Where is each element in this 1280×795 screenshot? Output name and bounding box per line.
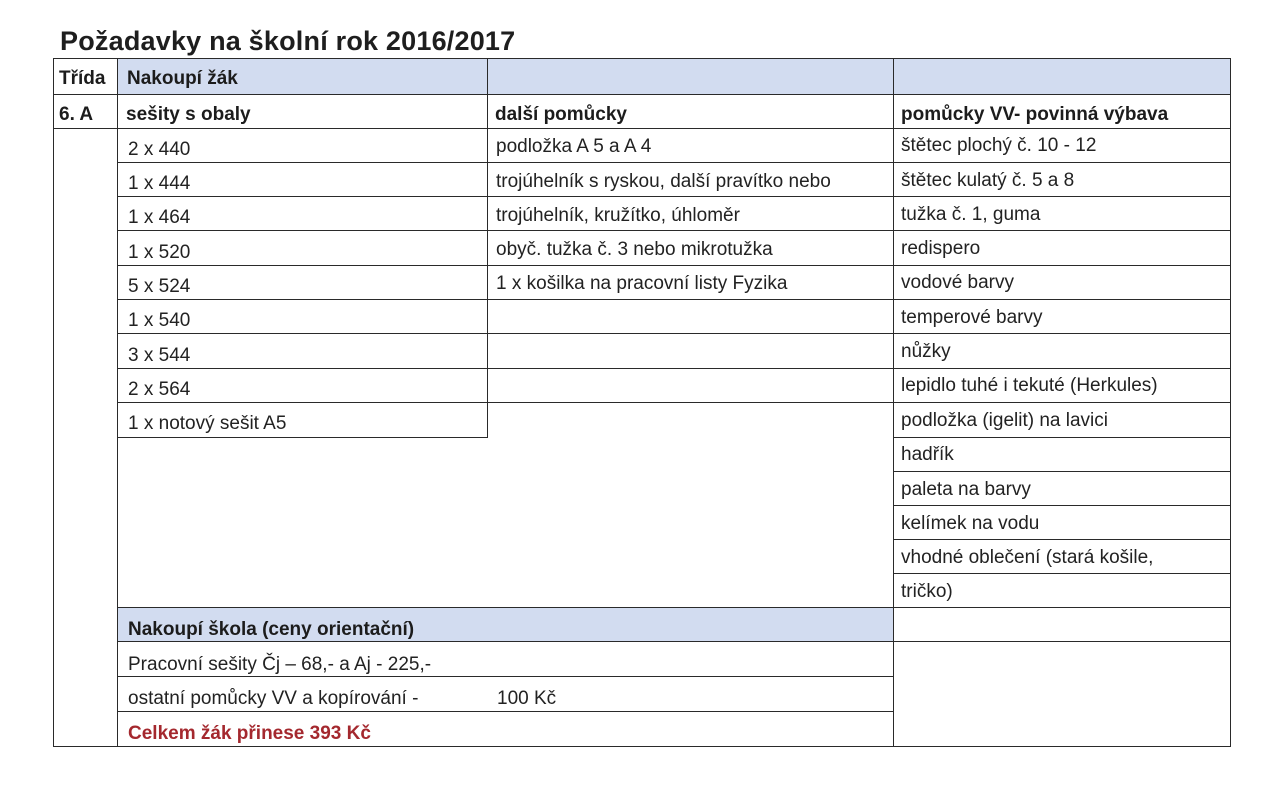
grid-line: [53, 94, 1230, 95]
grid-line: [117, 58, 118, 747]
supply-item: trojúhelník, kružítko, úhloměr: [496, 205, 740, 226]
grid-line: [894, 437, 1230, 438]
notebook-item: 2 x 564: [128, 379, 191, 400]
art-supply-item: lepidlo tuhé i tekuté (Herkules): [901, 375, 1158, 396]
grid-line: [118, 196, 1230, 197]
header-art-supplies: pomůcky VV- povinná výbava: [901, 104, 1169, 125]
notebook-item: 2 x 440: [128, 139, 191, 160]
grid-line: [118, 711, 894, 712]
art-supply-item: podložka (igelit) na lavici: [901, 410, 1108, 431]
grid-line: [53, 128, 1230, 129]
grid-line: [118, 607, 1230, 608]
table-border-right: [1230, 58, 1231, 747]
grid-line: [118, 402, 1230, 403]
other-supplies-label: ostatní pomůcky VV a kopírování -: [128, 688, 419, 709]
art-supply-item: vhodné oblečení (stará košile,: [901, 547, 1154, 568]
workbooks-price: Pracovní sešity Čj – 68,- a Aj - 225,-: [128, 654, 432, 675]
art-supply-item: vodové barvy: [901, 272, 1015, 293]
grid-line: [118, 676, 894, 677]
notebook-item: 5 x 524: [128, 276, 191, 297]
notebook-item: 1 x 520: [128, 242, 191, 263]
art-supply-item: hadřík: [901, 444, 954, 465]
art-supply-item: štětec kulatý č. 5 a 8: [901, 170, 1075, 191]
grid-line: [118, 333, 1230, 334]
art-supply-item: tričko): [901, 581, 953, 602]
art-supply-item: redispero: [901, 238, 981, 259]
header-notebooks: sešity s obaly: [126, 104, 251, 125]
notebook-item: 1 x 464: [128, 207, 191, 228]
art-supply-item: temperové barvy: [901, 307, 1043, 328]
class-value: 6. A: [59, 104, 94, 125]
supply-item: 1 x košilka na pracovní listy Fyzika: [496, 273, 788, 294]
grid-line: [118, 230, 1230, 231]
art-supply-item: nůžky: [901, 341, 951, 362]
page-title: Požadavky na školní rok 2016/2017: [60, 26, 516, 56]
supply-item: trojúhelník s ryskou, další pravítko nebo: [496, 171, 831, 192]
grid-line: [118, 641, 1230, 642]
grid-line: [118, 368, 1230, 369]
grid-line: [118, 162, 1230, 163]
grid-line: [118, 437, 487, 438]
grid-line: [118, 265, 1230, 266]
grid-line: [487, 58, 488, 438]
notebook-item: 1 x 444: [128, 173, 191, 194]
school-buys-heading: Nakoupí škola (ceny orientační): [128, 619, 415, 640]
table-border-top: [53, 58, 1230, 59]
header-band: [117, 58, 1230, 94]
total-amount: Celkem žák přinese 393 Kč: [128, 723, 371, 744]
grid-line: [894, 539, 1230, 540]
grid-line: [894, 573, 1230, 574]
supply-item: podložka A 5 a A 4: [496, 136, 652, 157]
grid-line: [894, 471, 1230, 472]
grid-line: [893, 58, 894, 747]
header-other-supplies: další pomůcky: [495, 104, 627, 125]
notebook-item: 3 x 544: [128, 345, 191, 366]
art-supply-item: kelímek na vodu: [901, 513, 1040, 534]
table-border-left: [53, 58, 54, 747]
supply-item: obyč. tužka č. 3 nebo mikrotužka: [496, 239, 773, 260]
art-supply-item: paleta na barvy: [901, 479, 1031, 500]
header-student-buys: Nakoupí žák: [127, 68, 238, 89]
header-class: Třída: [59, 68, 106, 89]
art-supply-item: štětec plochý č. 10 - 12: [901, 135, 1097, 156]
grid-line: [894, 505, 1230, 506]
art-supply-item: tužka č. 1, guma: [901, 204, 1041, 225]
grid-line: [118, 299, 1230, 300]
table-border-bottom: [53, 746, 1230, 747]
notebook-item: 1 x notový sešit A5: [128, 413, 287, 434]
other-supplies-price: 100 Kč: [497, 688, 557, 709]
notebook-item: 1 x 540: [128, 310, 191, 331]
